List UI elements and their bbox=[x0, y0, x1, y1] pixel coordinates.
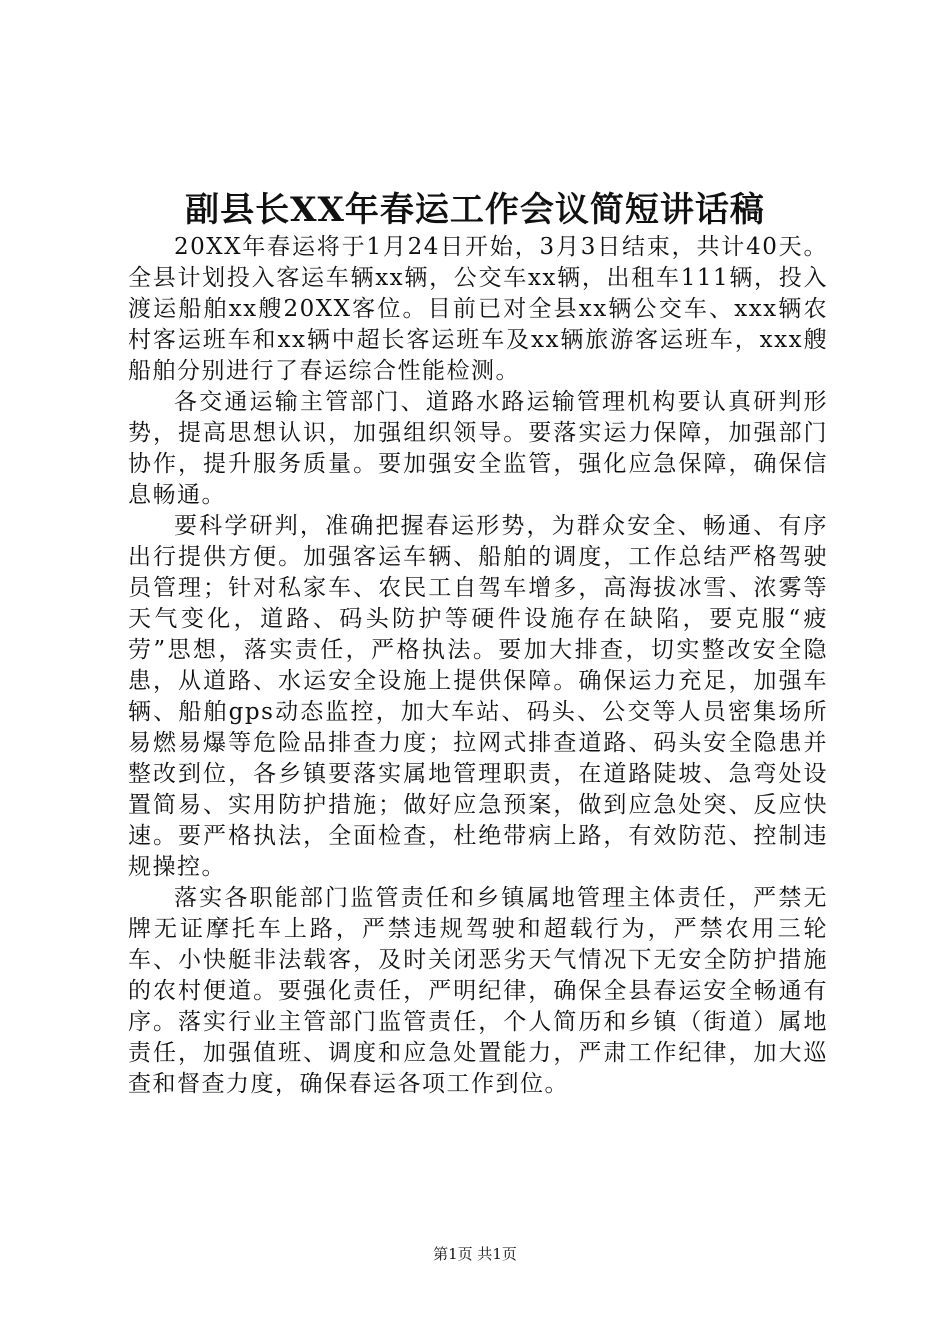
paragraph-4: 落实各职能部门监管责任和乡镇属地管理主体责任，严禁无牌无证摩托车上路，严禁违规驾驶和超载行为，严禁农用三轮车、小快艇非法载客，及时关闭恶劣天气情况下无安全防护措施的农村便道。要强化责任，严明纪律，确保全县春运安全畅通有序。落实行业主管部门监管责任，个人简历和乡镇（街道）属地责任，加强值班、调度和应急处置能力，严肃工作纪律，加大巡查和督查力度，确保春运各项工作到位。 bbox=[128, 885, 828, 1097]
paragraph-3: 要科学研判，准确把握春运形势，为群众安全、畅通、有序出行提供方便。加强客运车辆、船舶的调度，工作总结严格驾驶员管理；针对私家车、农民工自驾车增多，高海拔冰雪、浓雾等天气变化，道路、码头防护等硬件设施存在缺陷，要克服“疲劳”思想，落实责任，严格执法。要加大排查，切实整改安全隐患，从道路、水运安全设施上提供保障。确保运力充足，加强车辆、船舶gps动态监控，加大车站、码头、公交等人员密集场所易燃易爆等危险品排查力度；拉网式排查道路、码头安全隐患并整改到位，各乡镇要落实属地管理职责，在道路陡坡、急弯处设置简易、实用防护措施；做好应急预案，做到应急处突、反应快速。要严格执法，全面检查，杜绝带病上路，有效防范、控制违规操控。 bbox=[128, 513, 828, 880]
document-body bbox=[128, 232, 828, 1100]
paragraph-1: 20XX年春运将于1月24日开始，3月3日结束，共计40天。全县计划投入客运车辆xx辆，公交车xx辆，出租车111辆，投入渡运船舶xx艘20XX客位。目前已对全县xx辆公交车、xxx辆农村客运班车和xx辆中超长客运班车及xx辆旅游客运班车，xxx艘船舶分别进行了春运综合性能检测。 bbox=[128, 234, 828, 384]
paragraph-2: 各交通运输主管部门、道路水路运输管理机构要认真研判形势，提高思想认识，加强组织领导。要落实运力保障，加强部门协作，提升服务质量。要加强安全监管，强化应急保障，确保信息畅通。 bbox=[128, 389, 828, 508]
page-number-footer: 第1页 共1页 bbox=[433, 1245, 517, 1263]
document-title: 副县长XX年春运工作会议简短讲话稿 bbox=[185, 190, 765, 230]
